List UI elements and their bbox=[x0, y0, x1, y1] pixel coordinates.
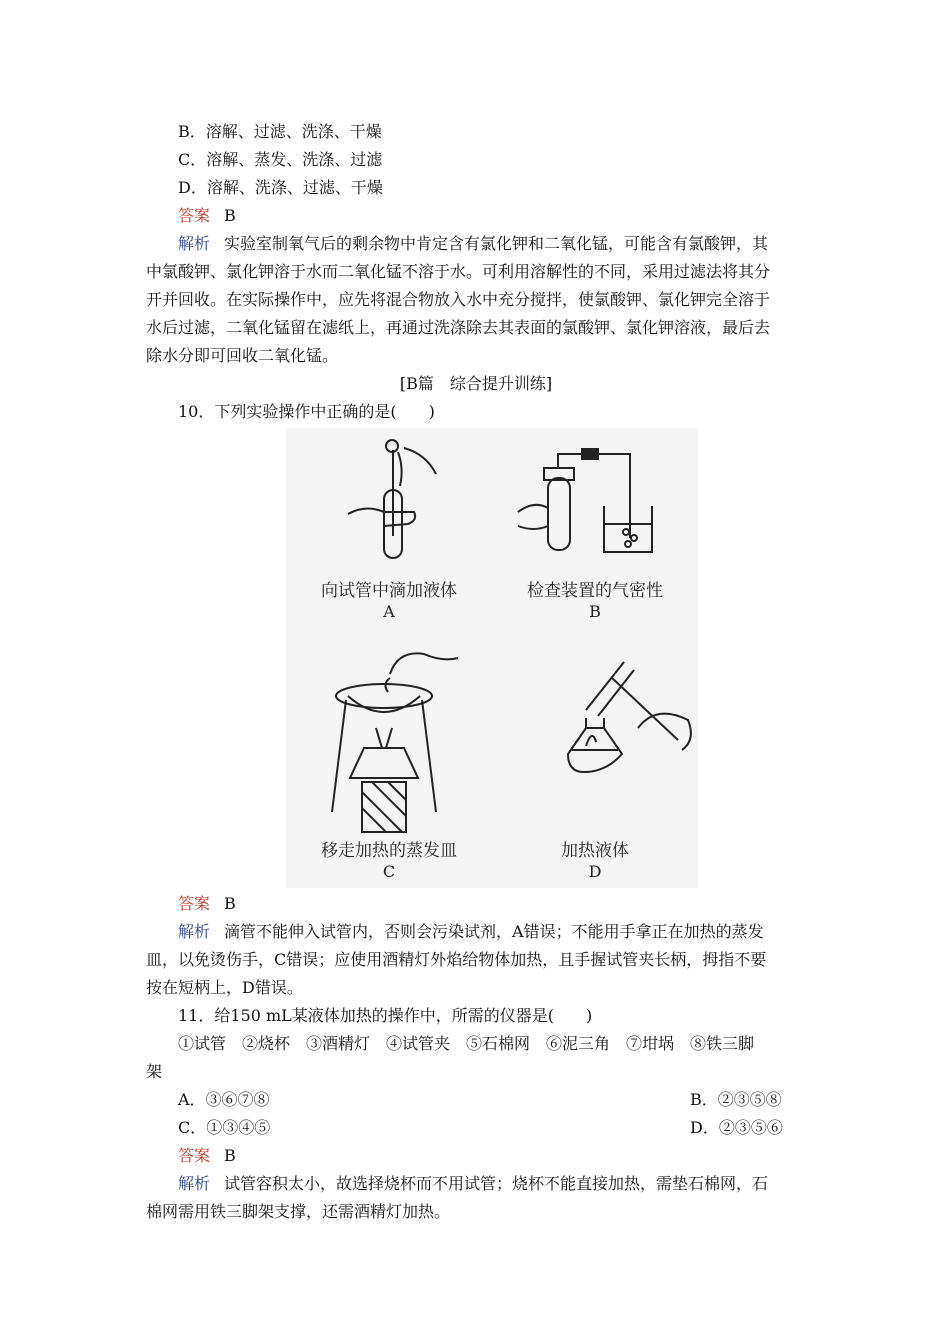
q11-answer bbox=[178, 1142, 806, 1169]
figure-caption-c: 移走加热的蒸发皿 bbox=[321, 841, 457, 861]
figure-letter-d: D bbox=[588, 862, 602, 881]
q9-explanation-line: 水后过滤，二氧化锰留在滤纸上，再通过洗涤除去其表面的氯酸钾、氯化钾溶液，最后去 bbox=[146, 318, 771, 337]
answer-value: B bbox=[224, 206, 236, 225]
q9-explanation-line: 除水分即可回收二氧化锰。 bbox=[146, 346, 339, 365]
answer-value: B bbox=[224, 1146, 236, 1165]
q11-option-b: B．②③⑤⑧ bbox=[690, 1090, 782, 1109]
q11-option-row bbox=[178, 1086, 806, 1113]
q9-explanation-line bbox=[178, 230, 806, 257]
q10-answer bbox=[178, 890, 806, 917]
q11-option-d: D．②③⑤⑥ bbox=[690, 1118, 783, 1137]
q9-option-c: C．溶解、蒸发、洗涤、过滤 bbox=[178, 150, 383, 169]
answer-label: 答案 bbox=[178, 894, 211, 913]
dropper-test-tube-drawing bbox=[348, 440, 436, 558]
q11-explanation-line bbox=[178, 1170, 806, 1197]
explanation-text: 滴管不能伸入试管内，否则会污染试剂，A错误；不能用手拿正在加热的蒸发 bbox=[224, 922, 764, 941]
explanation-text: 试管容积太小，故选择烧杯而不用试管；烧杯不能直接加热，需垫石棉网，石 bbox=[224, 1174, 769, 1193]
heating-liquid-drawing bbox=[568, 662, 691, 772]
q9-option-d: D．溶解、洗涤、过滤、干燥 bbox=[178, 178, 383, 197]
section-title: [B篇 综合提升训练] bbox=[399, 374, 553, 393]
explanation-label: 解析 bbox=[178, 234, 211, 253]
q10-stem: 10．下列实验操作中正确的是( ) bbox=[178, 402, 435, 421]
q9-explanation-line: 中氯酸钾、氯化钾溶于水而二氧化锰不溶于水。可利用溶解性的不同，采用过滤法将其分 bbox=[146, 262, 771, 281]
q11-explanation-line: 棉网需用铁三脚架支撑，还需酒精灯加热。 bbox=[146, 1202, 451, 1221]
explanation-label: 解析 bbox=[178, 1174, 211, 1193]
q11-option-c: C．①③④⑤ bbox=[178, 1118, 271, 1137]
q10-explanation-line: 按在短柄上，D错误。 bbox=[146, 978, 303, 997]
q10-figure bbox=[286, 428, 698, 888]
explanation-label: 解析 bbox=[178, 922, 211, 941]
explanation-text: 实验室制氧气后的剩余物中肯定含有氯化钾和二氧化锰，可能含有氯酸钾，其 bbox=[224, 234, 769, 253]
evaporating-dish-drawing bbox=[332, 653, 458, 832]
figure-caption-a: 向试管中滴加液体 bbox=[321, 581, 457, 601]
figure-letter-a: A bbox=[383, 602, 395, 621]
answer-value: B bbox=[224, 894, 236, 913]
q10-explanation-line bbox=[178, 918, 806, 945]
q11-items-line: 架 bbox=[146, 1062, 163, 1081]
figure-letter-b: B bbox=[589, 602, 601, 621]
q9-answer bbox=[178, 202, 806, 229]
q11-stem: 11．给150 mL某液体加热的操作中，所需的仪器是( ) bbox=[178, 1006, 593, 1025]
q11-items-line: ①试管 ②烧杯 ③酒精灯 ④试管夹 ⑤石棉网 ⑥泥三角 ⑦坩埚 ⑧铁三脚 bbox=[178, 1034, 755, 1053]
airtightness-check-drawing bbox=[518, 449, 652, 552]
lab-operations-illustration bbox=[286, 428, 698, 888]
q10-explanation-line: 皿，以免烫伤手，C错误；应使用酒精灯外焰给物体加热，且手握试管夹长柄，拇指不要 bbox=[146, 950, 767, 969]
q9-explanation-line: 开并回收。在实际操作中，应先将混合物放入水中充分搅拌，使氯酸钾、氯化钾完全溶于 bbox=[146, 290, 771, 309]
q9-option-b: B．溶解、过滤、洗涤、干燥 bbox=[178, 122, 382, 141]
q11-option-row bbox=[178, 1114, 806, 1141]
figure-letter-c: C bbox=[382, 862, 396, 881]
answer-label: 答案 bbox=[178, 1146, 211, 1165]
answer-label: 答案 bbox=[178, 206, 211, 225]
q11-option-a: A．③⑥⑦⑧ bbox=[178, 1090, 270, 1109]
figure-caption-d: 加热液体 bbox=[561, 841, 629, 861]
figure-caption-b: 检查装置的气密性 bbox=[527, 581, 663, 601]
